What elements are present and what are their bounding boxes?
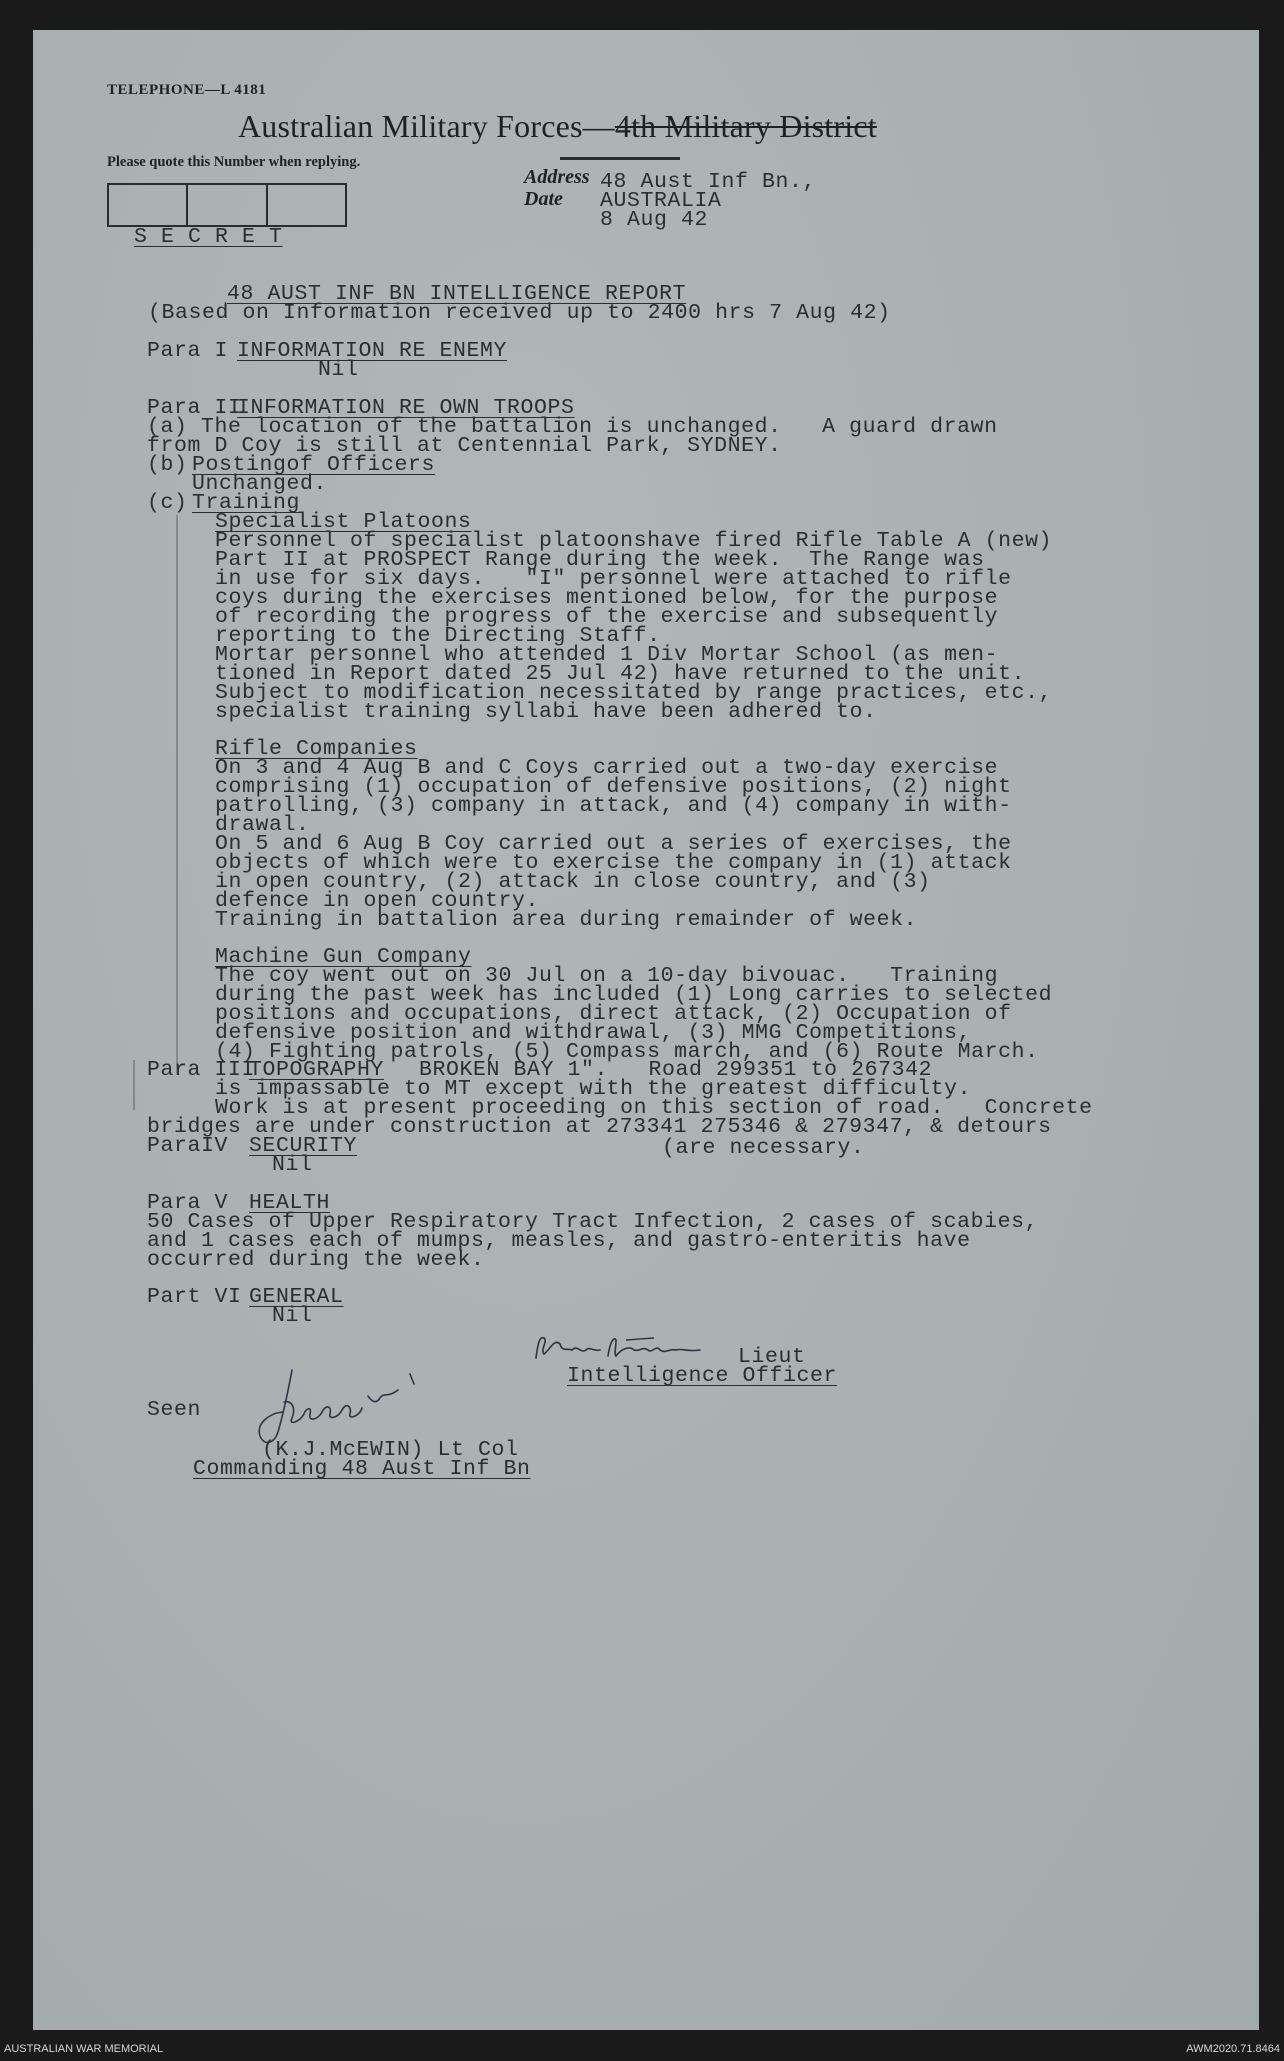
para1-label: Para I [147, 339, 229, 363]
intelligence-officer-signature [530, 1328, 730, 1368]
para2-a-line1: (a) The location of the battalion is unchanged. A guard drawn [147, 415, 998, 439]
mg-line: (4) Fighting patrols, (5) Compass march, and (6) Route March. [215, 1040, 1039, 1064]
para4-heading: SECURITY [249, 1134, 358, 1158]
specialist-line: Personnel of specialist platoonshave fired Rifle Table A (new) [215, 529, 1053, 553]
rifle-line: objects of which were to exercise the company in (1) attack [215, 851, 1012, 875]
rifle-line: On 3 and 4 Aug B and C Coys carried out a two-day exercise [215, 756, 999, 780]
margin-pencil-line [176, 515, 178, 1075]
reference-box-2 [188, 185, 267, 225]
para4-body: Nil [272, 1153, 313, 1177]
footer-accession-number: AWM2020.71.8464 [1186, 2043, 1280, 2055]
mg-heading: Machine Gun Company [215, 945, 472, 969]
reference-number-boxes [107, 183, 347, 227]
specialist-line: tioned in Report dated 25 Jul 42) have returned to the unit. [215, 662, 1026, 686]
para2-c-heading: Training [192, 491, 301, 515]
mg-line: The coy went out on 30 Jul on a 10-day bivouac. Training [215, 964, 999, 988]
rifle-heading: Rifle Companies [215, 737, 418, 761]
para2-heading: INFORMATION RE OWN TROOPS [237, 396, 575, 420]
report-title: 48 AUST INF BN INTELLIGENCE REPORT [227, 282, 687, 306]
para1-heading: INFORMATION RE ENEMY [237, 339, 508, 363]
para2-c-label: (c) [147, 491, 188, 515]
address-label: Address [524, 166, 590, 188]
specialist-line: in use for six days. "I" personnel were attached to rifle [215, 567, 1012, 591]
para5-line: 50 Cases of Upper Respiratory Tract Infection, 2 cases of scabies, [147, 1210, 1039, 1234]
para3-line1: BROKEN BAY 1". Road 299351 to 267342 [365, 1058, 933, 1082]
specialist-line: specialist training syllabi have been adhered to. [215, 700, 877, 724]
para3-line2: is impassable to MT except with the greatest difficulty. [215, 1077, 972, 1101]
commanding-officer-name: (K.J.McEWIN) Lt Col [262, 1438, 519, 1462]
rifle-line: drawal. [215, 813, 310, 837]
specialist-line: Part II at PROSPECT Range during the week. The Range was [215, 548, 985, 572]
address-line-2: AUSTRALIA [600, 189, 722, 213]
footer-archive-name: AUSTRALIAN WAR MEMORIAL [4, 2043, 164, 2055]
para3-label: Para III [147, 1058, 256, 1082]
rifle-line: in open country, (2) attack in close country, and (3) [215, 870, 931, 894]
para5-heading: HEALTH [249, 1191, 331, 1215]
margin-pencil-line [133, 1060, 135, 1110]
para2-b-heading: Postingof Officers [192, 453, 436, 477]
address-line-1: 48 Aust Inf Bn., [600, 170, 817, 194]
letterhead-title [238, 108, 877, 145]
commanding-officer-title: Commanding 48 Aust Inf Bn [193, 1457, 531, 1481]
para3-heading: TOPOGRAPHY [249, 1058, 385, 1082]
letterhead-title-district: 4th Military District [614, 108, 877, 144]
mg-line: defensive position and withdrawal, (3) MMG Competitions, [215, 1021, 972, 1045]
letterhead-title-main: Australian Military Forces— [238, 108, 615, 144]
para2-b-body: Unchanged. [192, 472, 328, 496]
signatory-rank: Lieut [738, 1345, 806, 1369]
para2-label: Para II [147, 396, 242, 420]
specialist-line: Subject to modification necessitated by range practices, etc., [215, 681, 1053, 705]
para5-label: Para V [147, 1191, 229, 1215]
para3-line5: (are necessary. [662, 1136, 865, 1160]
telephone-line: TELEPHONE—L 4181 [107, 82, 267, 98]
report-subtitle: (Based on Information received up to 2400 hrs 7 Aug 42) [148, 301, 891, 325]
date-value: 8 Aug 42 [600, 208, 709, 232]
para2-a-line2: from D Coy is still at Centennial Park, SYDNEY. [147, 434, 782, 458]
seen-label: Seen [147, 1398, 202, 1422]
rifle-line: comprising (1) occupation of defensive positions, (2) night [215, 775, 1012, 799]
quote-number-label: Please quote this Number when replying. [107, 154, 361, 170]
letterhead-rule [560, 157, 680, 160]
rifle-line: patrolling, (3) company in attack, and (4) company in with- [215, 794, 1012, 818]
specialist-line: of recording the progress of the exercise and subsequently [215, 605, 999, 629]
rifle-line: defence in open country. [215, 889, 540, 913]
classification-secret: S E C R E T [134, 225, 283, 249]
para1-body: Nil [318, 358, 359, 382]
mg-line: positions and occupations, direct attack, (2) Occupation of [215, 1002, 1012, 1026]
reference-box-3 [268, 185, 345, 225]
para3-line3: Work is at present proceeding on this section of road. Concrete [215, 1096, 1093, 1120]
rifle-line: Training in battalion area during remainder of week. [215, 908, 918, 932]
para5-line: and 1 cases each of mumps, measles, and gastro-enteritis have [147, 1229, 971, 1253]
specialist-line: coys during the exercises mentioned below, for the purpose [215, 586, 999, 610]
para4-label: ParaIV [147, 1134, 229, 1158]
mg-line: during the past week has included (1) Long carries to selected [215, 983, 1053, 1007]
para6-body: Nil [272, 1304, 313, 1328]
para2-b-label: (b) [147, 453, 188, 477]
specialist-line: Mortar personnel who attended 1 Div Mortar School (as men- [215, 643, 999, 667]
para6-label: Part VI [147, 1285, 242, 1309]
para6-heading: GENERAL [249, 1285, 344, 1309]
signatory-role: Intelligence Officer [567, 1364, 838, 1388]
specialist-line: reporting to the Directing Staff. [215, 624, 661, 648]
para3-line4: bridges are under construction at 273341 275346 & 279347, & detours [147, 1115, 1052, 1139]
rifle-line: On 5 and 6 Aug B Coy carried out a series of exercises, the [215, 832, 1012, 856]
date-label: Date [524, 188, 563, 210]
para5-line: occurred during the week. [147, 1248, 485, 1272]
reference-box-1 [109, 185, 188, 225]
specialist-heading: Specialist Platoons [215, 510, 472, 534]
